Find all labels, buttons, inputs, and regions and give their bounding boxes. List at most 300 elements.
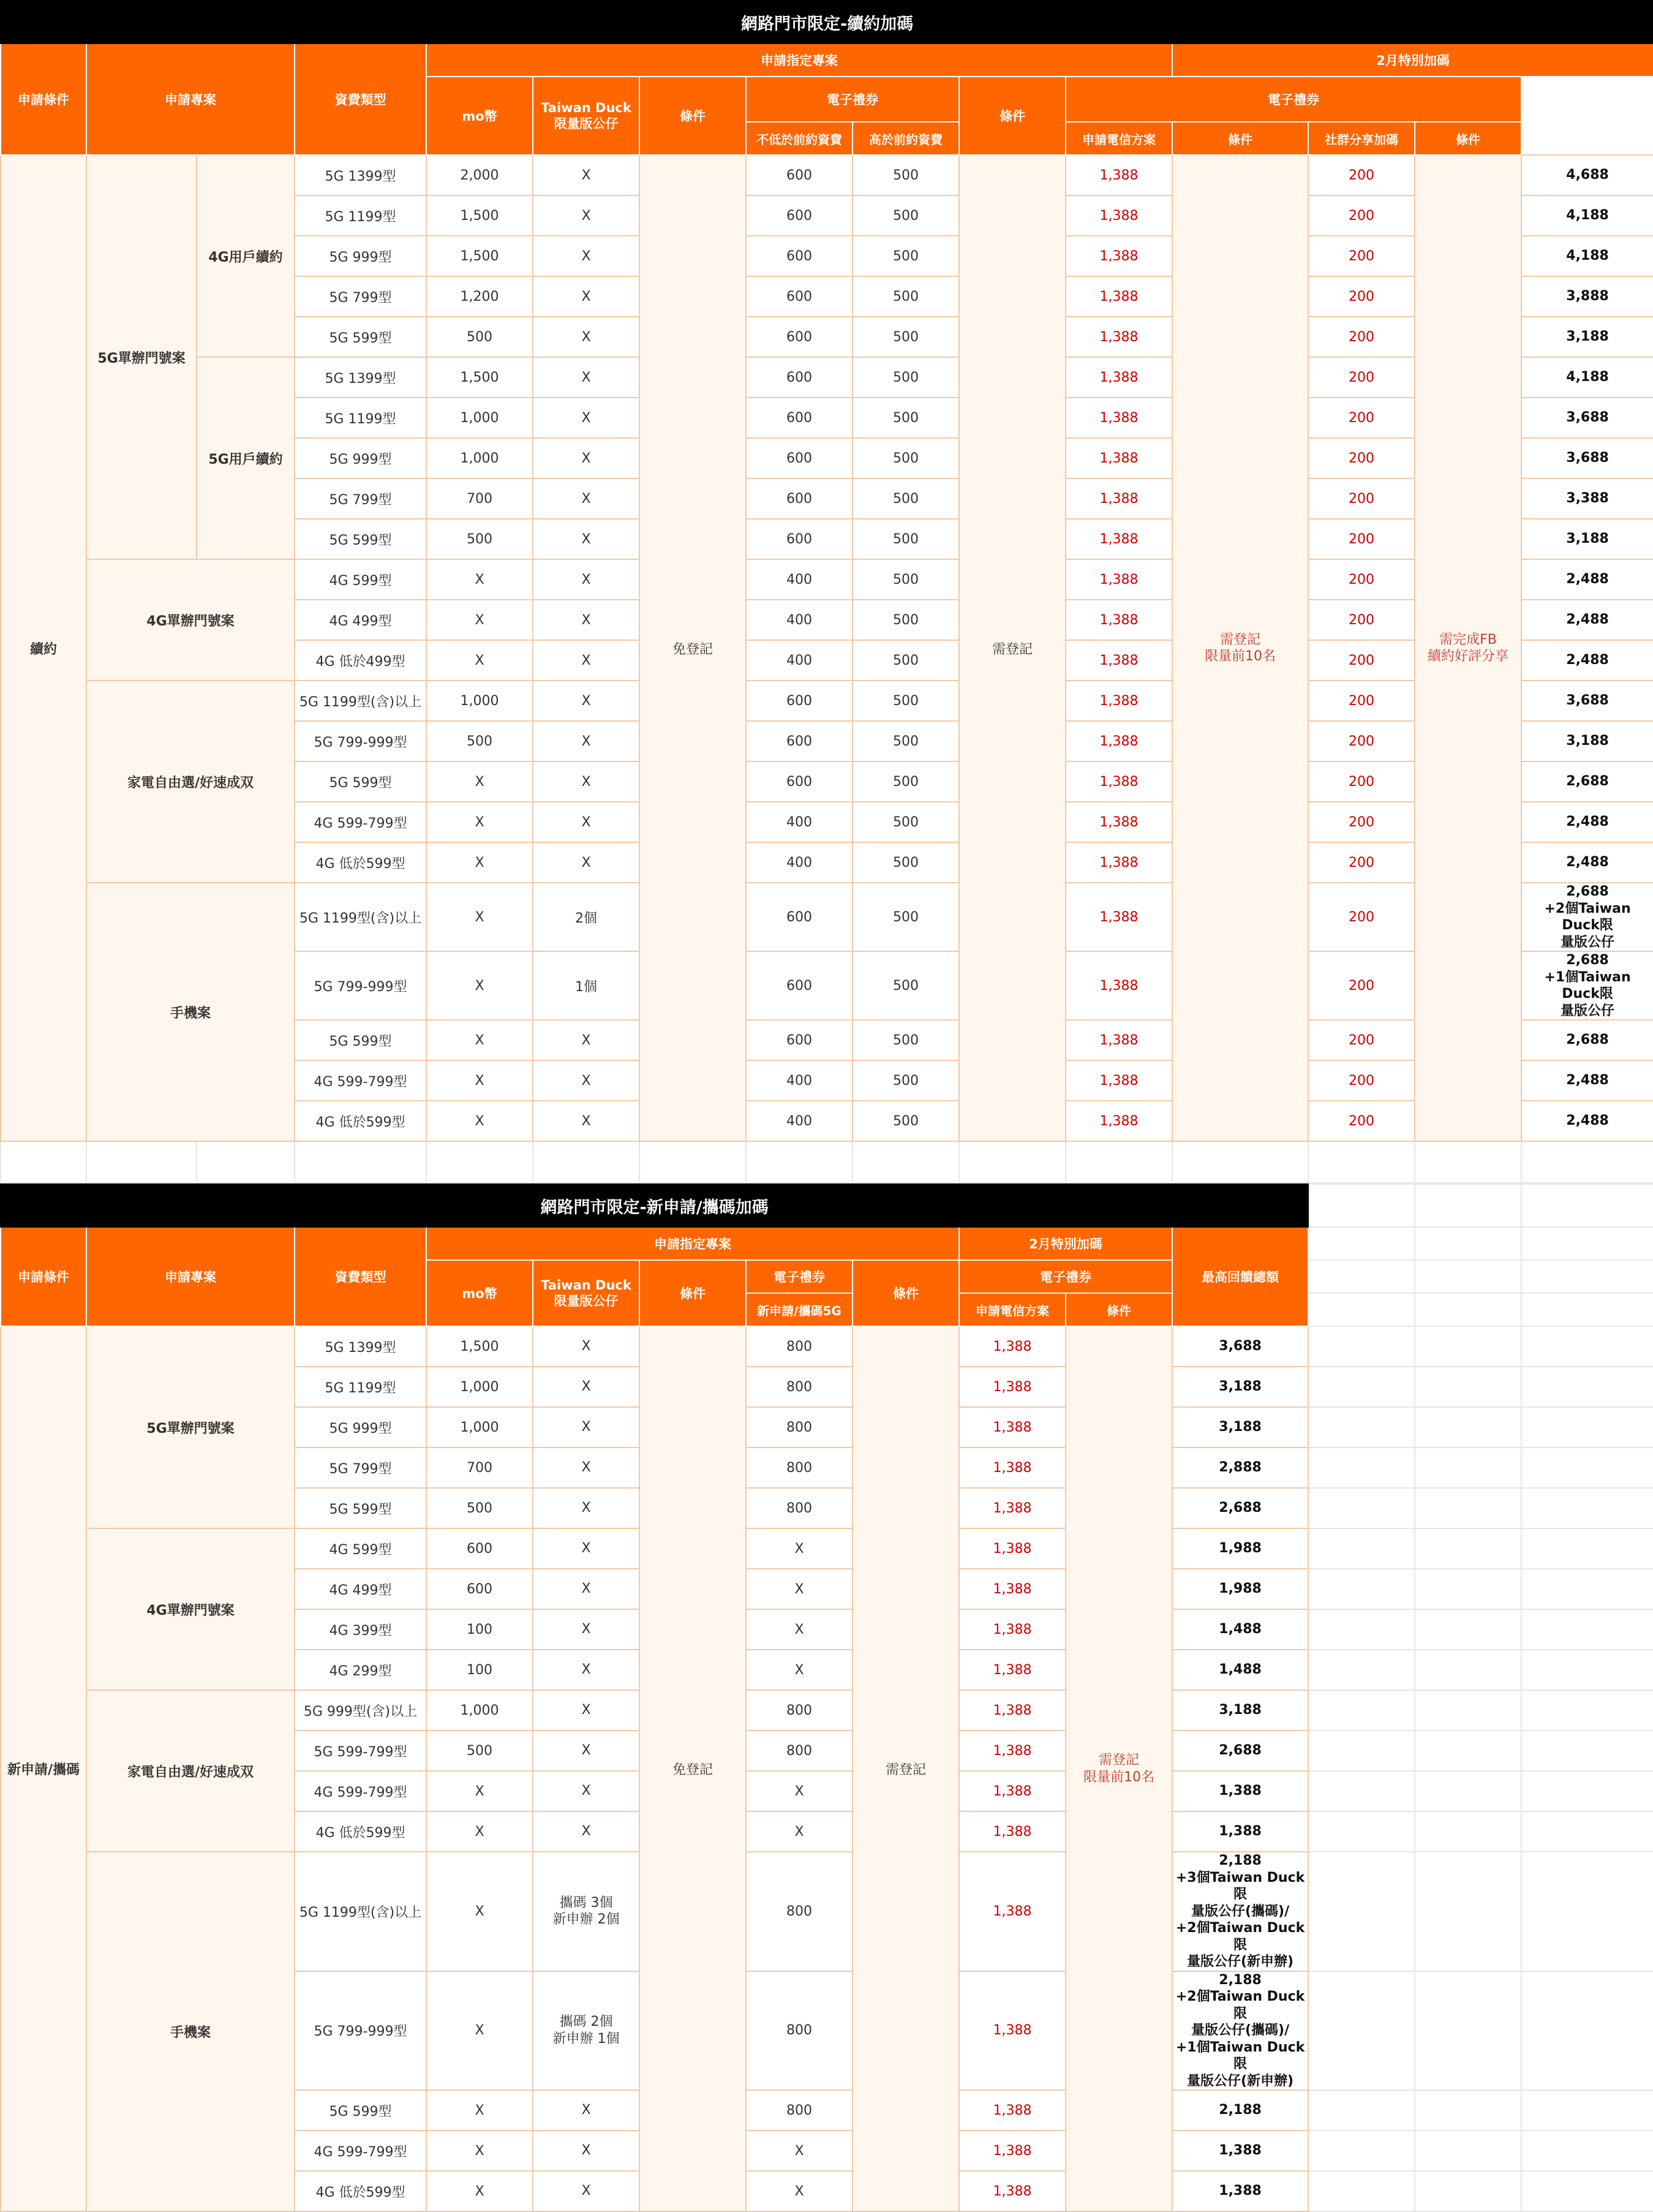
mo-coin-value: X: [426, 640, 533, 681]
voucher-not-below: 400: [746, 802, 853, 842]
duck-value: X: [533, 1528, 639, 1569]
duck-value: X: [533, 478, 639, 519]
telecom-plan-value: 1,388: [959, 1771, 1066, 1811]
mo-coin-value: 1,000: [426, 1407, 533, 1448]
mo-coin-value: 500: [426, 519, 533, 559]
group-4g-user-renewal: 4G用戶續約: [197, 155, 295, 357]
telecom-plan-value: 1,388: [1066, 438, 1172, 478]
max-total-value: 1,488: [1172, 1609, 1308, 1650]
duck-value: X: [533, 559, 639, 600]
s2-group-appliance: 家電自由選/好速成双: [86, 1690, 295, 1852]
header-cond2: 條件: [959, 77, 1066, 155]
telecom-plan-value: 1,388: [1066, 478, 1172, 519]
max-total-value: 2,488: [1521, 802, 1653, 842]
empty-cell: [1521, 1367, 1653, 1407]
duck-value: X: [533, 1690, 639, 1731]
empty-cell: [1066, 1141, 1172, 1183]
duck-value: X: [533, 236, 639, 276]
mo-coin-value: X: [426, 2131, 533, 2171]
group-4g-single: 4G單辦門號案: [86, 559, 295, 681]
empty-cell: [1308, 2171, 1415, 2211]
table-row: [1, 155, 1653, 195]
plan-type: 5G 1199型: [295, 195, 426, 236]
empty-cell: [1308, 2090, 1415, 2131]
telecom-plan-value: 1,388: [1066, 600, 1172, 640]
plan-type: 4G 低於599型: [295, 1101, 426, 1141]
telecom-plan-value: 1,388: [1066, 681, 1172, 721]
header-cond4: 條件: [1415, 122, 1521, 155]
voucher-not-below: 600: [746, 398, 853, 438]
social-bonus-value: 200: [1308, 951, 1415, 1020]
telecom-plan-value: 1,388: [1066, 640, 1172, 681]
s2-header-cond1: 條件: [639, 1260, 746, 1326]
social-bonus-value: 200: [1308, 681, 1415, 721]
section1-title: 網路門市限定-續約加碼: [1, 1, 1653, 43]
voucher-not-below: 600: [746, 519, 853, 559]
plan-type: 5G 599型: [295, 519, 426, 559]
duck-value: X: [533, 398, 639, 438]
voucher-new5g: 800: [746, 1326, 853, 1367]
max-total-value: 3,188: [1172, 1690, 1308, 1731]
telecom-plan-value: 1,388: [959, 1811, 1066, 1852]
voucher-new5g: 800: [746, 1971, 853, 2091]
table-row: [1, 1690, 1653, 1731]
empty-cell: [1521, 1609, 1653, 1650]
plan-type: 5G 1199型(含)以上: [295, 1852, 426, 1971]
mo-coin-value: 600: [426, 1528, 533, 1569]
empty-cell: [1308, 1811, 1415, 1852]
empty-cell: [1521, 1407, 1653, 1448]
header-cond1: 條件: [639, 77, 746, 155]
empty-cell: [295, 1141, 426, 1183]
voucher-not-below: 400: [746, 842, 853, 883]
mo-coin-value: 500: [426, 721, 533, 761]
max-total-value: 3,188: [1521, 721, 1653, 761]
duck-value: 2個: [533, 883, 639, 951]
max-total-value: 2,688: [1521, 1020, 1653, 1060]
telecom-plan-value: 1,388: [1066, 802, 1172, 842]
mo-coin-value: X: [426, 1971, 533, 2091]
voucher-not-below: 600: [746, 276, 853, 317]
social-bonus-value: 200: [1308, 398, 1415, 438]
telecom-plan-value: 1,388: [1066, 236, 1172, 276]
duck-value: X: [533, 357, 639, 398]
mo-coin-value: X: [426, 559, 533, 600]
max-total-value: 3,688: [1521, 438, 1653, 478]
max-total-value: 1,488: [1172, 1650, 1308, 1690]
social-bonus-value: 200: [1308, 317, 1415, 357]
social-bonus-value: 200: [1308, 842, 1415, 883]
voucher-not-below: 600: [746, 883, 853, 951]
social-bonus-value: 200: [1308, 721, 1415, 761]
header-social: 社群分享加碼: [1308, 122, 1415, 155]
empty-cell: [1521, 1690, 1653, 1731]
plan-type: 5G 799-999型: [295, 721, 426, 761]
voucher-not-below: 600: [746, 155, 853, 195]
duck-value: X: [533, 519, 639, 559]
social-bonus-value: 200: [1308, 519, 1415, 559]
voucher-above: 500: [853, 761, 959, 802]
duck-value: X: [533, 1448, 639, 1488]
voucher-new5g: X: [746, 1811, 853, 1852]
empty-cell: [1415, 1650, 1521, 1690]
mo-coin-value: 600: [426, 1569, 533, 1609]
voucher-above: 500: [853, 1020, 959, 1060]
mo-coin-value: 1,200: [426, 276, 533, 317]
voucher-above: 500: [853, 842, 959, 883]
empty-cell: [1415, 1771, 1521, 1811]
plan-type: 5G 799型: [295, 1448, 426, 1488]
max-total-value: 3,388: [1521, 478, 1653, 519]
mo-coin-value: 100: [426, 1650, 533, 1690]
max-total-value: 2,888: [1172, 1448, 1308, 1488]
plan-type: 5G 1399型: [295, 155, 426, 195]
duck-value: X: [533, 2131, 639, 2171]
telecom-plan-value: 1,388: [959, 1448, 1066, 1488]
empty-cell: [1308, 1971, 1415, 2091]
mo-coin-value: X: [426, 761, 533, 802]
telecom-plan-value: 1,388: [959, 1731, 1066, 1771]
plan-type: 5G 1199型: [295, 398, 426, 438]
s2-header-designated: 申請指定專案: [426, 1227, 959, 1260]
voucher-above: 500: [853, 276, 959, 317]
empty-cell: [1415, 2171, 1521, 2211]
duck-value: X: [533, 1488, 639, 1528]
header-apply-telecom: 申請電信方案: [1066, 122, 1172, 155]
duck-value: X: [533, 1609, 639, 1650]
table-row: [1, 1852, 1653, 1971]
voucher-not-below: 600: [746, 951, 853, 1020]
plan-type: 5G 799-999型: [295, 951, 426, 1020]
duck-value: X: [533, 317, 639, 357]
empty-cell: [1415, 1367, 1521, 1407]
plan-type: 5G 799-999型: [295, 1971, 426, 2091]
mo-coin-value: 500: [426, 317, 533, 357]
s2-header-condition: 申請條件: [1, 1227, 86, 1326]
header-evoucher: 電子禮券: [746, 77, 959, 122]
plan-type: 4G 599-799型: [295, 802, 426, 842]
mo-coin-value: X: [426, 1020, 533, 1060]
telecom-plan-value: 1,388: [959, 1367, 1066, 1407]
max-total-value: 1,988: [1172, 1569, 1308, 1609]
plan-type: 4G 399型: [295, 1609, 426, 1650]
empty-cell: [1521, 1771, 1653, 1811]
empty-cell: [1521, 1326, 1653, 1367]
plan-type: 5G 799型: [295, 276, 426, 317]
empty-cell: [197, 1141, 295, 1183]
mo-coin-value: 1,000: [426, 398, 533, 438]
header-program: 申請專案: [86, 43, 295, 155]
empty-cell: [1308, 1852, 1415, 1971]
duck-value: X: [533, 802, 639, 842]
plan-type: 5G 599-799型: [295, 1731, 426, 1771]
voucher-above: 500: [853, 438, 959, 478]
telecom-plan-value: 1,388: [959, 2131, 1066, 2171]
empty-cell: [1521, 1852, 1653, 1971]
table-row: [1, 357, 1653, 398]
duck-value: 攜碼 3個 新申辦 2個: [533, 1852, 639, 1971]
telecom-plan-value: 1,388: [1066, 519, 1172, 559]
s2-group-phone: 手機案: [86, 1852, 295, 2211]
plan-type: 5G 1199型(含)以上: [295, 883, 426, 951]
duck-value: X: [533, 1731, 639, 1771]
empty-cell: [1415, 1448, 1521, 1488]
max-total-value: 2,188 +3個Taiwan Duck限 量版公仔(攜碼)/ +2個Taiwan Duck限 量版公仔(新申辦): [1172, 1852, 1308, 1971]
social-bonus-value: 200: [1308, 1101, 1415, 1141]
max-total-value: 3,188: [1172, 1407, 1308, 1448]
empty-cell: [1521, 2090, 1653, 2131]
duck-value: X: [533, 1101, 639, 1141]
plan-type: 4G 低於599型: [295, 1811, 426, 1852]
section2-title: 網路門市限定-新申請/攜碼加碼: [1, 1184, 1308, 1227]
telecom-plan-value: 1,388: [1066, 357, 1172, 398]
mo-coin-value: 100: [426, 1609, 533, 1650]
voucher-above: 500: [853, 640, 959, 681]
social-bonus-value: 200: [1308, 155, 1415, 195]
duck-value: X: [533, 1771, 639, 1811]
telecom-plan-value: 1,388: [1066, 1060, 1172, 1101]
telecom-plan-value: 1,388: [959, 1407, 1066, 1448]
plan-type: 5G 599型: [295, 1020, 426, 1060]
plan-type: 4G 299型: [295, 1650, 426, 1690]
empty-cell: [1521, 1731, 1653, 1771]
header-feb-bonus: 2月特別加碼: [1172, 43, 1653, 77]
max-total-value: 2,488: [1521, 640, 1653, 681]
duck-value: X: [533, 1811, 639, 1852]
header-plan-type: 資費類型: [295, 43, 426, 155]
voucher-above: 500: [853, 1060, 959, 1101]
empty-cell: [1308, 1141, 1415, 1183]
plan-type: 5G 1199型: [295, 1367, 426, 1407]
voucher-not-below: 600: [746, 357, 853, 398]
table-row: [1, 559, 1653, 600]
s2-header-mo-coin: mo幣: [426, 1260, 533, 1326]
voucher-new5g: X: [746, 2171, 853, 2211]
empty-cell: [1521, 1528, 1653, 1569]
plan-type: 5G 999型: [295, 1407, 426, 1448]
plan-type: 4G 599-799型: [295, 2131, 426, 2171]
voucher-above: 500: [853, 883, 959, 951]
voucher-not-below: 400: [746, 559, 853, 600]
max-total-value: 3,888: [1521, 276, 1653, 317]
table-row: [1, 681, 1653, 721]
header-duck: Taiwan Duck 限量版公仔: [533, 77, 639, 155]
empty-cell: [1172, 1141, 1308, 1183]
duck-value: X: [533, 155, 639, 195]
empty-cell: [1521, 1569, 1653, 1609]
max-total-value: 2,488: [1521, 559, 1653, 600]
table-row: [1, 883, 1653, 951]
voucher-not-below: 600: [746, 236, 853, 276]
s2-group-4g-single: 4G單辦門號案: [86, 1528, 295, 1690]
social-bonus-value: 200: [1308, 640, 1415, 681]
social-bonus-value: 200: [1308, 600, 1415, 640]
max-total-value: 4,688: [1521, 155, 1653, 195]
s2-cond3-limited: 需登記 限量前10名: [1066, 1326, 1172, 2211]
mo-coin-value: 1,000: [426, 1690, 533, 1731]
telecom-plan-value: 1,388: [959, 1528, 1066, 1569]
empty-cell: [1521, 1811, 1653, 1852]
voucher-above: 500: [853, 155, 959, 195]
telecom-plan-value: 1,388: [959, 1569, 1066, 1609]
telecom-plan-value: 1,388: [959, 1326, 1066, 1367]
empty-cell: [1308, 1326, 1415, 1367]
mo-coin-value: 500: [426, 1488, 533, 1528]
telecom-plan-value: 1,388: [1066, 1101, 1172, 1141]
telecom-plan-value: 1,388: [959, 2171, 1066, 2211]
voucher-not-below: 600: [746, 681, 853, 721]
mo-coin-value: X: [426, 951, 533, 1020]
empty-cell: [1415, 2131, 1521, 2171]
plan-type: 5G 599型: [295, 317, 426, 357]
s2-header-apply-telecom: 申請電信方案: [959, 1293, 1066, 1326]
mo-coin-value: X: [426, 842, 533, 883]
max-total-value: 2,488: [1521, 1101, 1653, 1141]
empty-cell: [1521, 2131, 1653, 2171]
mo-coin-value: 1,500: [426, 1326, 533, 1367]
header-above: 高於前約資費: [853, 122, 959, 155]
empty-cell: [1, 1141, 86, 1183]
s2-header-max-total: 最高回饋總額: [1172, 1227, 1308, 1326]
mo-coin-value: X: [426, 1060, 533, 1101]
telecom-plan-value: 1,388: [1066, 721, 1172, 761]
mo-coin-value: 1,000: [426, 681, 533, 721]
mo-coin-value: 1,500: [426, 357, 533, 398]
max-total-value: 2,688 +1個Taiwan Duck限 量版公仔: [1521, 951, 1653, 1020]
empty-cell: [746, 1141, 853, 1183]
social-bonus-value: 200: [1308, 802, 1415, 842]
max-total-value: 2,488: [1521, 842, 1653, 883]
plan-type: 5G 1399型: [295, 1326, 426, 1367]
s2-cond2-registration: 需登記: [853, 1326, 959, 2211]
mo-coin-value: X: [426, 883, 533, 951]
empty-cell: [1308, 1731, 1415, 1771]
social-bonus-value: 200: [1308, 1020, 1415, 1060]
empty-cell: [1415, 1141, 1521, 1183]
voucher-not-below: 600: [746, 721, 853, 761]
condition-renewal: 續約: [1, 155, 86, 1141]
empty-cell: [959, 1141, 1066, 1183]
voucher-above: 500: [853, 317, 959, 357]
mo-coin-value: X: [426, 1771, 533, 1811]
telecom-plan-value: 1,388: [1066, 883, 1172, 951]
voucher-not-below: 600: [746, 317, 853, 357]
empty-cell: [1521, 1141, 1653, 1183]
duck-value: X: [533, 2090, 639, 2131]
max-total-value: 2,488: [1521, 600, 1653, 640]
empty-cell: [1308, 1569, 1415, 1609]
voucher-above: 500: [853, 357, 959, 398]
telecom-plan-value: 1,388: [959, 1609, 1066, 1650]
max-total-value: 3,188: [1172, 1367, 1308, 1407]
max-total-value: 4,188: [1521, 236, 1653, 276]
s2-header-duck: Taiwan Duck 限量版公仔: [533, 1260, 639, 1326]
plan-type: 4G 低於599型: [295, 2171, 426, 2211]
voucher-not-below: 600: [746, 761, 853, 802]
voucher-new5g: 800: [746, 1731, 853, 1771]
empty-cell: [86, 1141, 197, 1183]
voucher-above: 500: [853, 1101, 959, 1141]
empty-cell: [1308, 1367, 1415, 1407]
voucher-above: 500: [853, 600, 959, 640]
mo-coin-value: X: [426, 1852, 533, 1971]
empty-cell: [1308, 1609, 1415, 1650]
max-total-value: 2,688 +2個Taiwan Duck限 量版公仔: [1521, 883, 1653, 951]
plan-type: 5G 999型: [295, 236, 426, 276]
voucher-above: 500: [853, 195, 959, 236]
max-total-value: 1,988: [1172, 1528, 1308, 1569]
empty-cell: [1415, 1690, 1521, 1731]
voucher-new5g: X: [746, 1650, 853, 1690]
social-bonus-value: 200: [1308, 357, 1415, 398]
telecom-plan-value: 1,388: [1066, 276, 1172, 317]
empty-cell: [533, 1141, 639, 1183]
duck-value: 1個: [533, 951, 639, 1020]
condition-new-application: 新申請/攜碼: [1, 1326, 86, 2211]
telecom-plan-value: 1,388: [1066, 1020, 1172, 1060]
mo-coin-value: 1,000: [426, 1367, 533, 1407]
duck-value: X: [533, 2171, 639, 2211]
max-total-value: 3,188: [1521, 317, 1653, 357]
duck-value: X: [533, 721, 639, 761]
voucher-new5g: X: [746, 1528, 853, 1569]
mo-coin-value: X: [426, 2090, 533, 2131]
empty-cell: [1521, 1488, 1653, 1528]
plan-type: 5G 599型: [295, 761, 426, 802]
max-total-value: 2,688: [1172, 1488, 1308, 1528]
max-total-value: 3,688: [1521, 398, 1653, 438]
cond3-limited: 需登記 限量前10名: [1172, 155, 1308, 1141]
s2-header-new5g: 新申請/攜碼5G: [746, 1293, 853, 1326]
s2-header-feb-bonus: 2月特別加碼: [959, 1227, 1172, 1260]
max-total-value: 4,188: [1521, 357, 1653, 398]
duck-value: X: [533, 1569, 639, 1609]
cond2-registration: 需登記: [959, 155, 1066, 1141]
empty-cell: [1415, 1609, 1521, 1650]
plan-type: 5G 1399型: [295, 357, 426, 398]
empty-cell: [1415, 1852, 1521, 1971]
voucher-new5g: 800: [746, 2090, 853, 2131]
empty-cell: [1521, 1650, 1653, 1690]
plan-type: 5G 799型: [295, 478, 426, 519]
telecom-plan-value: 1,388: [1066, 155, 1172, 195]
header-evoucher2: 電子禮券: [1066, 77, 1521, 122]
plan-type: 5G 599型: [295, 1488, 426, 1528]
voucher-not-below: 400: [746, 1101, 853, 1141]
duck-value: X: [533, 1407, 639, 1448]
s2-header-plan-type: 資費類型: [295, 1227, 426, 1326]
max-total-value: 2,188 +2個Taiwan Duck限 量版公仔(攜碼)/ +1個Taiwan Duck限 量版公仔(新申辦): [1172, 1971, 1308, 2091]
social-bonus-value: 200: [1308, 559, 1415, 600]
header-not-below: 不低於前約資費: [746, 122, 853, 155]
voucher-not-below: 400: [746, 600, 853, 640]
voucher-above: 500: [853, 559, 959, 600]
duck-value: X: [533, 1650, 639, 1690]
social-bonus-value: 200: [1308, 883, 1415, 951]
duck-value: X: [533, 1326, 639, 1367]
empty-cell: [1308, 1771, 1415, 1811]
mo-coin-value: 1,500: [426, 195, 533, 236]
max-total-value: 2,488: [1521, 1060, 1653, 1101]
mo-coin-value: 700: [426, 478, 533, 519]
s2-cond1-no-registration: 免登記: [639, 1326, 746, 2211]
voucher-new5g: X: [746, 1569, 853, 1609]
max-total-value: 1,388: [1172, 1771, 1308, 1811]
empty-cell: [426, 1141, 533, 1183]
telecom-plan-value: 1,388: [959, 2090, 1066, 2131]
mo-coin-value: X: [426, 1101, 533, 1141]
s2-header-cond3: 條件: [1066, 1293, 1172, 1326]
